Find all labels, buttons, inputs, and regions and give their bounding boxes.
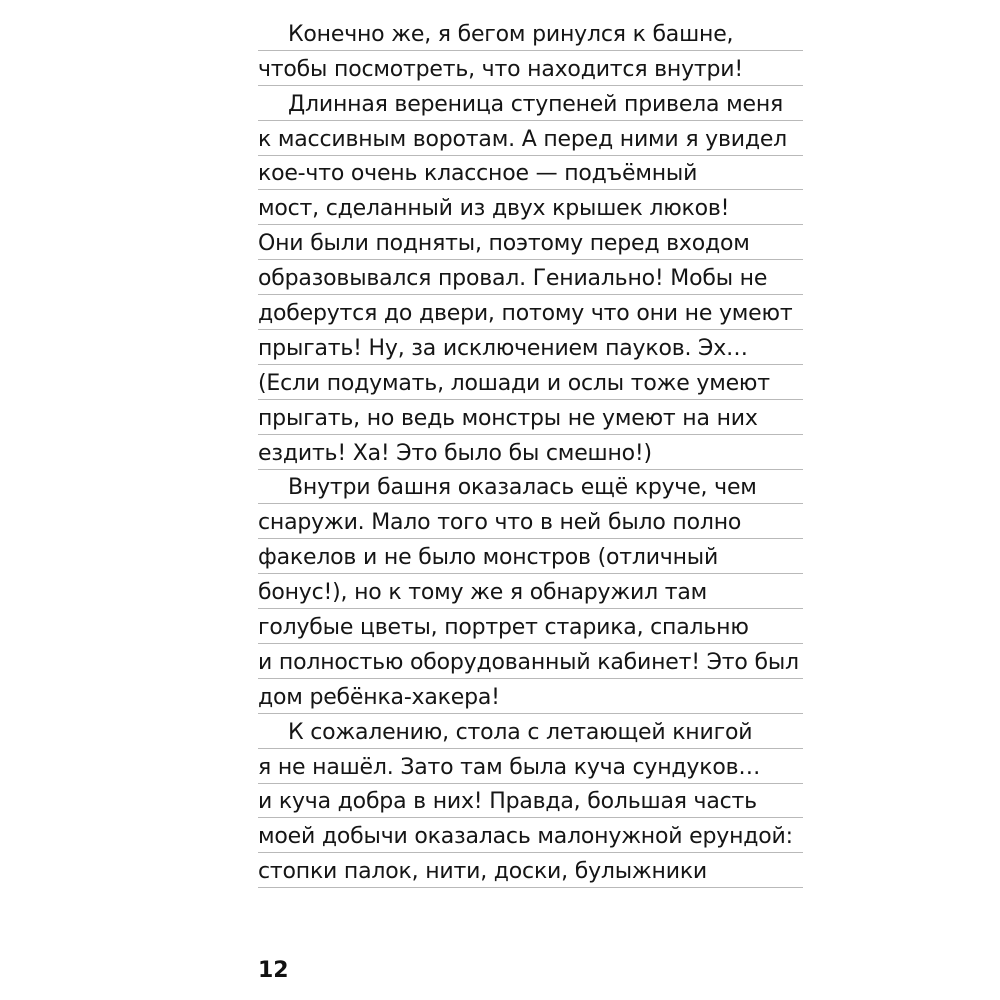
text-line — [258, 609, 803, 644]
text-line-content: стопки палок, нити, доски, булыжники — [258, 859, 708, 885]
text-line — [258, 330, 803, 365]
text-line-content: прыгать! Ну, за исключением пауков. Эх… — [258, 335, 748, 361]
text-line-content: бонус!), но к тому же я обнаружил там — [258, 580, 708, 606]
text-line — [258, 504, 803, 539]
text-line — [258, 400, 803, 435]
text-line-content: факелов и не было монстров (отличный — [258, 545, 719, 571]
text-line-content: кое-что очень классное — подъёмный — [258, 161, 698, 187]
text-line-content: снаружи. Мало того что в ней было полно — [258, 510, 742, 536]
text-line — [258, 190, 803, 225]
text-line-content: моей добычи оказалась малонужной ерундой: — [258, 824, 793, 850]
text-line — [258, 853, 803, 888]
page-number: 12 — [258, 958, 289, 983]
text-line-content: доберутся до двери, потому что они не умеют — [258, 301, 793, 327]
text-line-content: Длинная вереница ступеней привела меня — [288, 91, 784, 117]
text-line-content: Внутри башня оказалась ещё круче, чем — [288, 475, 757, 501]
page-body-text — [258, 16, 803, 888]
text-line-content: Конечно же, я бегом ринулся к башне, — [288, 21, 734, 47]
text-line — [258, 156, 803, 191]
text-line — [258, 818, 803, 853]
text-line — [258, 749, 803, 784]
text-line-content: ездить! Ха! Это было бы смешно!) — [258, 440, 652, 466]
text-line-content: К сожалению, стола с летающей книгой — [288, 719, 753, 745]
text-line — [258, 470, 803, 505]
text-line-content: мост, сделанный из двух крышек люков! — [258, 196, 730, 222]
text-line-content: чтобы посмотреть, что находится внутри! — [258, 56, 744, 82]
text-line-content: голубые цветы, портрет старика, спальню — [258, 615, 749, 641]
text-line — [258, 51, 803, 86]
text-line-content: прыгать, но ведь монстры не умеют на них — [258, 405, 758, 431]
text-line-content: дом ребёнка-хакера! — [258, 684, 500, 710]
text-line — [258, 260, 803, 295]
text-line — [258, 644, 803, 679]
text-line — [258, 714, 803, 749]
text-line-content: образовывался провал. Гениально! Мобы не — [258, 266, 768, 292]
text-line-content: (Если подумать, лошади и ослы тоже умеют — [258, 370, 770, 396]
text-line — [258, 679, 803, 714]
text-line — [258, 539, 803, 574]
text-line — [258, 574, 803, 609]
text-line — [258, 16, 803, 51]
text-line — [258, 121, 803, 156]
text-line-content: и полностью оборудованный кабинет! Это был — [258, 649, 799, 675]
text-line — [258, 365, 803, 400]
text-line — [258, 784, 803, 819]
text-line — [258, 435, 803, 470]
text-line-content: Они были подняты, поэтому перед входом — [258, 231, 750, 257]
text-line-content: я не нашёл. Зато там была куча сундуков… — [258, 754, 761, 780]
text-line-content: к массивным воротам. А перед ними я увидел — [258, 126, 788, 152]
text-line — [258, 295, 803, 330]
text-line-content: и куча добра в них! Правда, большая часть — [258, 789, 757, 815]
text-line — [258, 225, 803, 260]
text-line — [258, 86, 803, 121]
